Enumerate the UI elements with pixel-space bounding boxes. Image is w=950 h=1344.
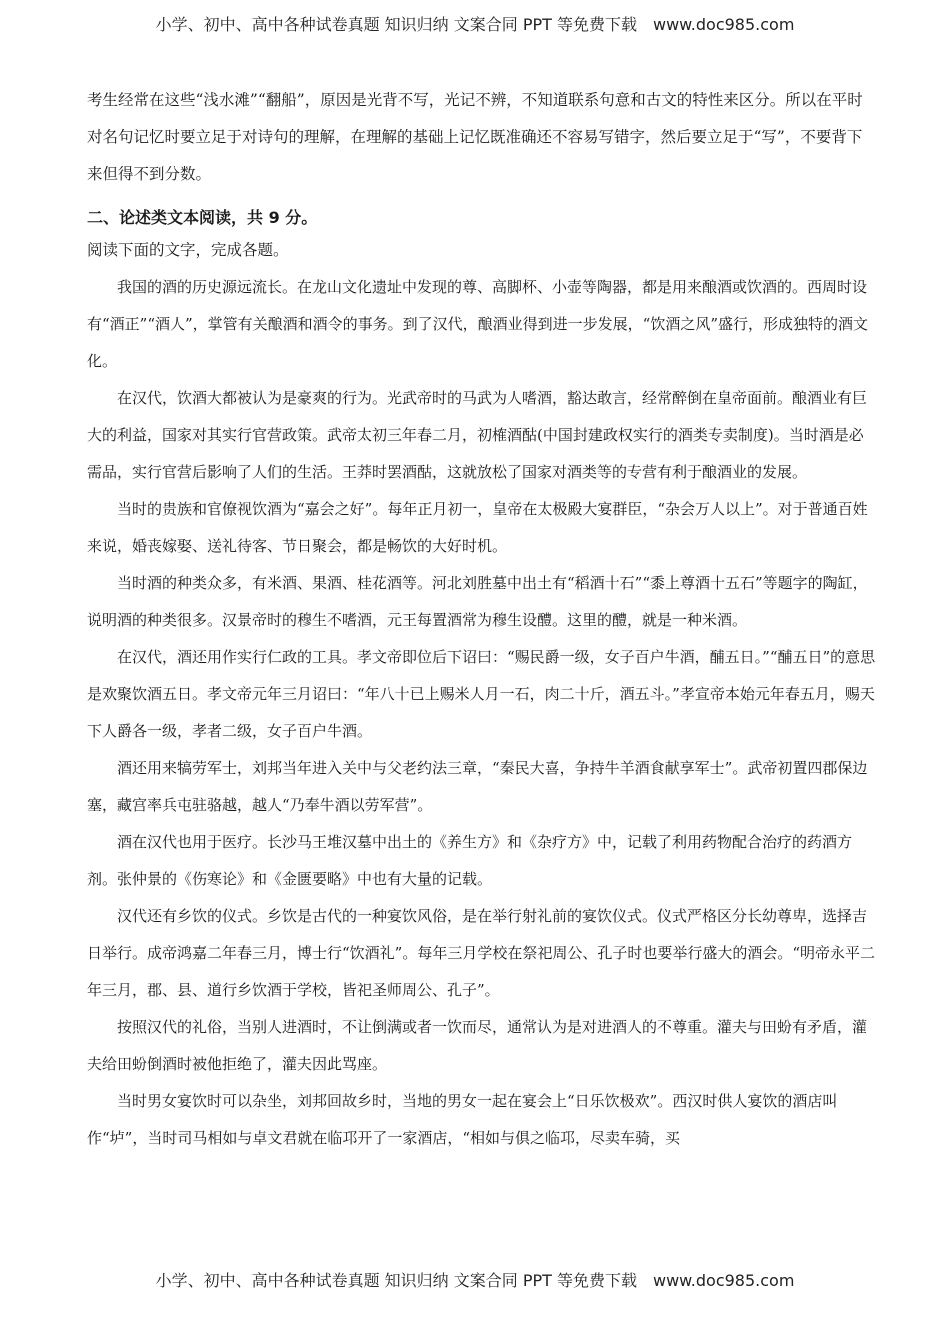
page-footer: 小学、初中、高中各种试卷真题 知识归纳 文案合同 PPT 等免费下载 www.doc985.com — [155, 1271, 795, 1290]
passage-paragraph: 按照汉代的礼俗，当别人进酒时，不让倒满或者一饮而尽，通常认为是对进酒人的不尊重。灌夫与田蚡有矛盾，灌夫给田蚡倒酒时被他拒绝了，灌夫因此骂座。 — [87, 1018, 868, 1073]
passage-paragraph: 当时男女宴饮时可以杂坐，刘邦回故乡时，当地的男女一起在宴会上“日乐饮极欢”。西汉时供人宴饮的酒店叫作“垆”，当时司马相如与卓文君就在临邛开了一家酒店，“相如与俱之临邛，尽卖车骑，买 — [87, 1092, 838, 1147]
passage-paragraph: 在汉代，饮酒大都被认为是豪爽的行为。光武帝时的马武为人嗜酒，豁达敢言，经常醉倒在皇帝面前。酿酒业有巨大的利益，国家对其实行官营政策。武帝太初三年春二月，初榷酒酤(中国封建政权实行的酒类专卖制度)。当时酒是必需品，实行官营后影响了人们的生活。王莽时罢酒酤，这就放松了国家对酒类等的专营有利于酿酒业的发展。 — [87, 389, 868, 481]
document-body — [87, 82, 877, 1157]
passage-paragraph: 在汉代，酒还用作实行仁政的工具。孝文帝即位后下诏曰：“赐民爵一级，女子百户牛酒，酺五日。”“酺五日”的意思是欢聚饮酒五日。孝文帝元年三月诏曰：“年八十已上赐米人月一石，肉二十斤，酒五斗。”孝宣帝本始元年春五月，赐天下人爵各一级，孝者二级，女子百户牛酒。 — [87, 648, 876, 740]
passage-paragraph: 当时酒的种类众多，有米酒、果酒、桂花酒等。河北刘胜墓中出土有“稻酒十石”“黍上尊酒十五石”等题字的陶缸，说明酒的种类很多。汉景帝时的穆生不嗜酒，元王每置酒常为穆生设醴。这里的醴，就是一种米酒。 — [87, 574, 868, 629]
passage-paragraph: 我国的酒的历史源远流长。在龙山文化遗址中发现的尊、高脚杯、小壶等陶器，都是用来酿酒或饮酒的。西周时设有“酒正”“酒人”，掌管有关酿酒和酒令的事务。到了汉代，酿酒业得到进一步发展，“饮酒之风”盛行，形成独特的酒文化。 — [87, 278, 869, 370]
passage-paragraph: 酒还用来犒劳军士，刘邦当年进入关中与父老约法三章，“秦民大喜，争持牛羊酒食献享军士”。武帝初置四郡保边塞，藏宫率兵屯驻骆越，越人“乃奉牛酒以劳军营”。 — [87, 759, 868, 814]
page-header: 小学、初中、高中各种试卷真题 知识归纳 文案合同 PPT 等免费下载 www.doc985.com — [155, 15, 795, 34]
intro-paragraph: 考生经常在这些“浅水滩”“翻船”，原因是光背不写，光记不辨，不知道联系句意和古文的特性来区分。所以在平时对名句记忆时要立足于对诗句的理解，在理解的基础上记忆既准确还不容易写错字，然后要立足于“写”，不要背下来但得不到分数。 — [87, 91, 863, 183]
instruction: 阅读下面的文字，完成各题。 — [87, 241, 289, 259]
section-title: 二、论述类文本阅读，共 9 分。 — [87, 208, 318, 227]
passage-paragraph: 当时的贵族和官僚视饮酒为“嘉会之好”。每年正月初一，皇帝在太极殿大宴群臣，“杂会万人以上”。对于普通百姓来说，婚丧嫁娶、送礼待客、节日聚会，都是畅饮的大好时机。 — [87, 500, 868, 555]
passage-paragraph: 酒在汉代也用于医疗。长沙马王堆汉墓中出土的《养生方》和《杂疗方》中，记载了利用药物配合治疗的药酒方剂。张仲景的《伤寒论》和《金匮要略》中也有大量的记载。 — [87, 833, 853, 888]
passage-paragraph: 汉代还有乡饮的仪式。乡饮是古代的一种宴饮风俗，是在举行射礼前的宴饮仪式。仪式严格区分长幼尊卑，选择吉日举行。成帝鸿嘉二年春三月，博士行“饮酒礼”。每年三月学校在祭祀周公、孔子时也要举行盛大的酒会。“明帝永平二年三月，郡、县、道行乡饮酒于学校，皆祀圣师周公、孔子”。 — [87, 907, 876, 999]
